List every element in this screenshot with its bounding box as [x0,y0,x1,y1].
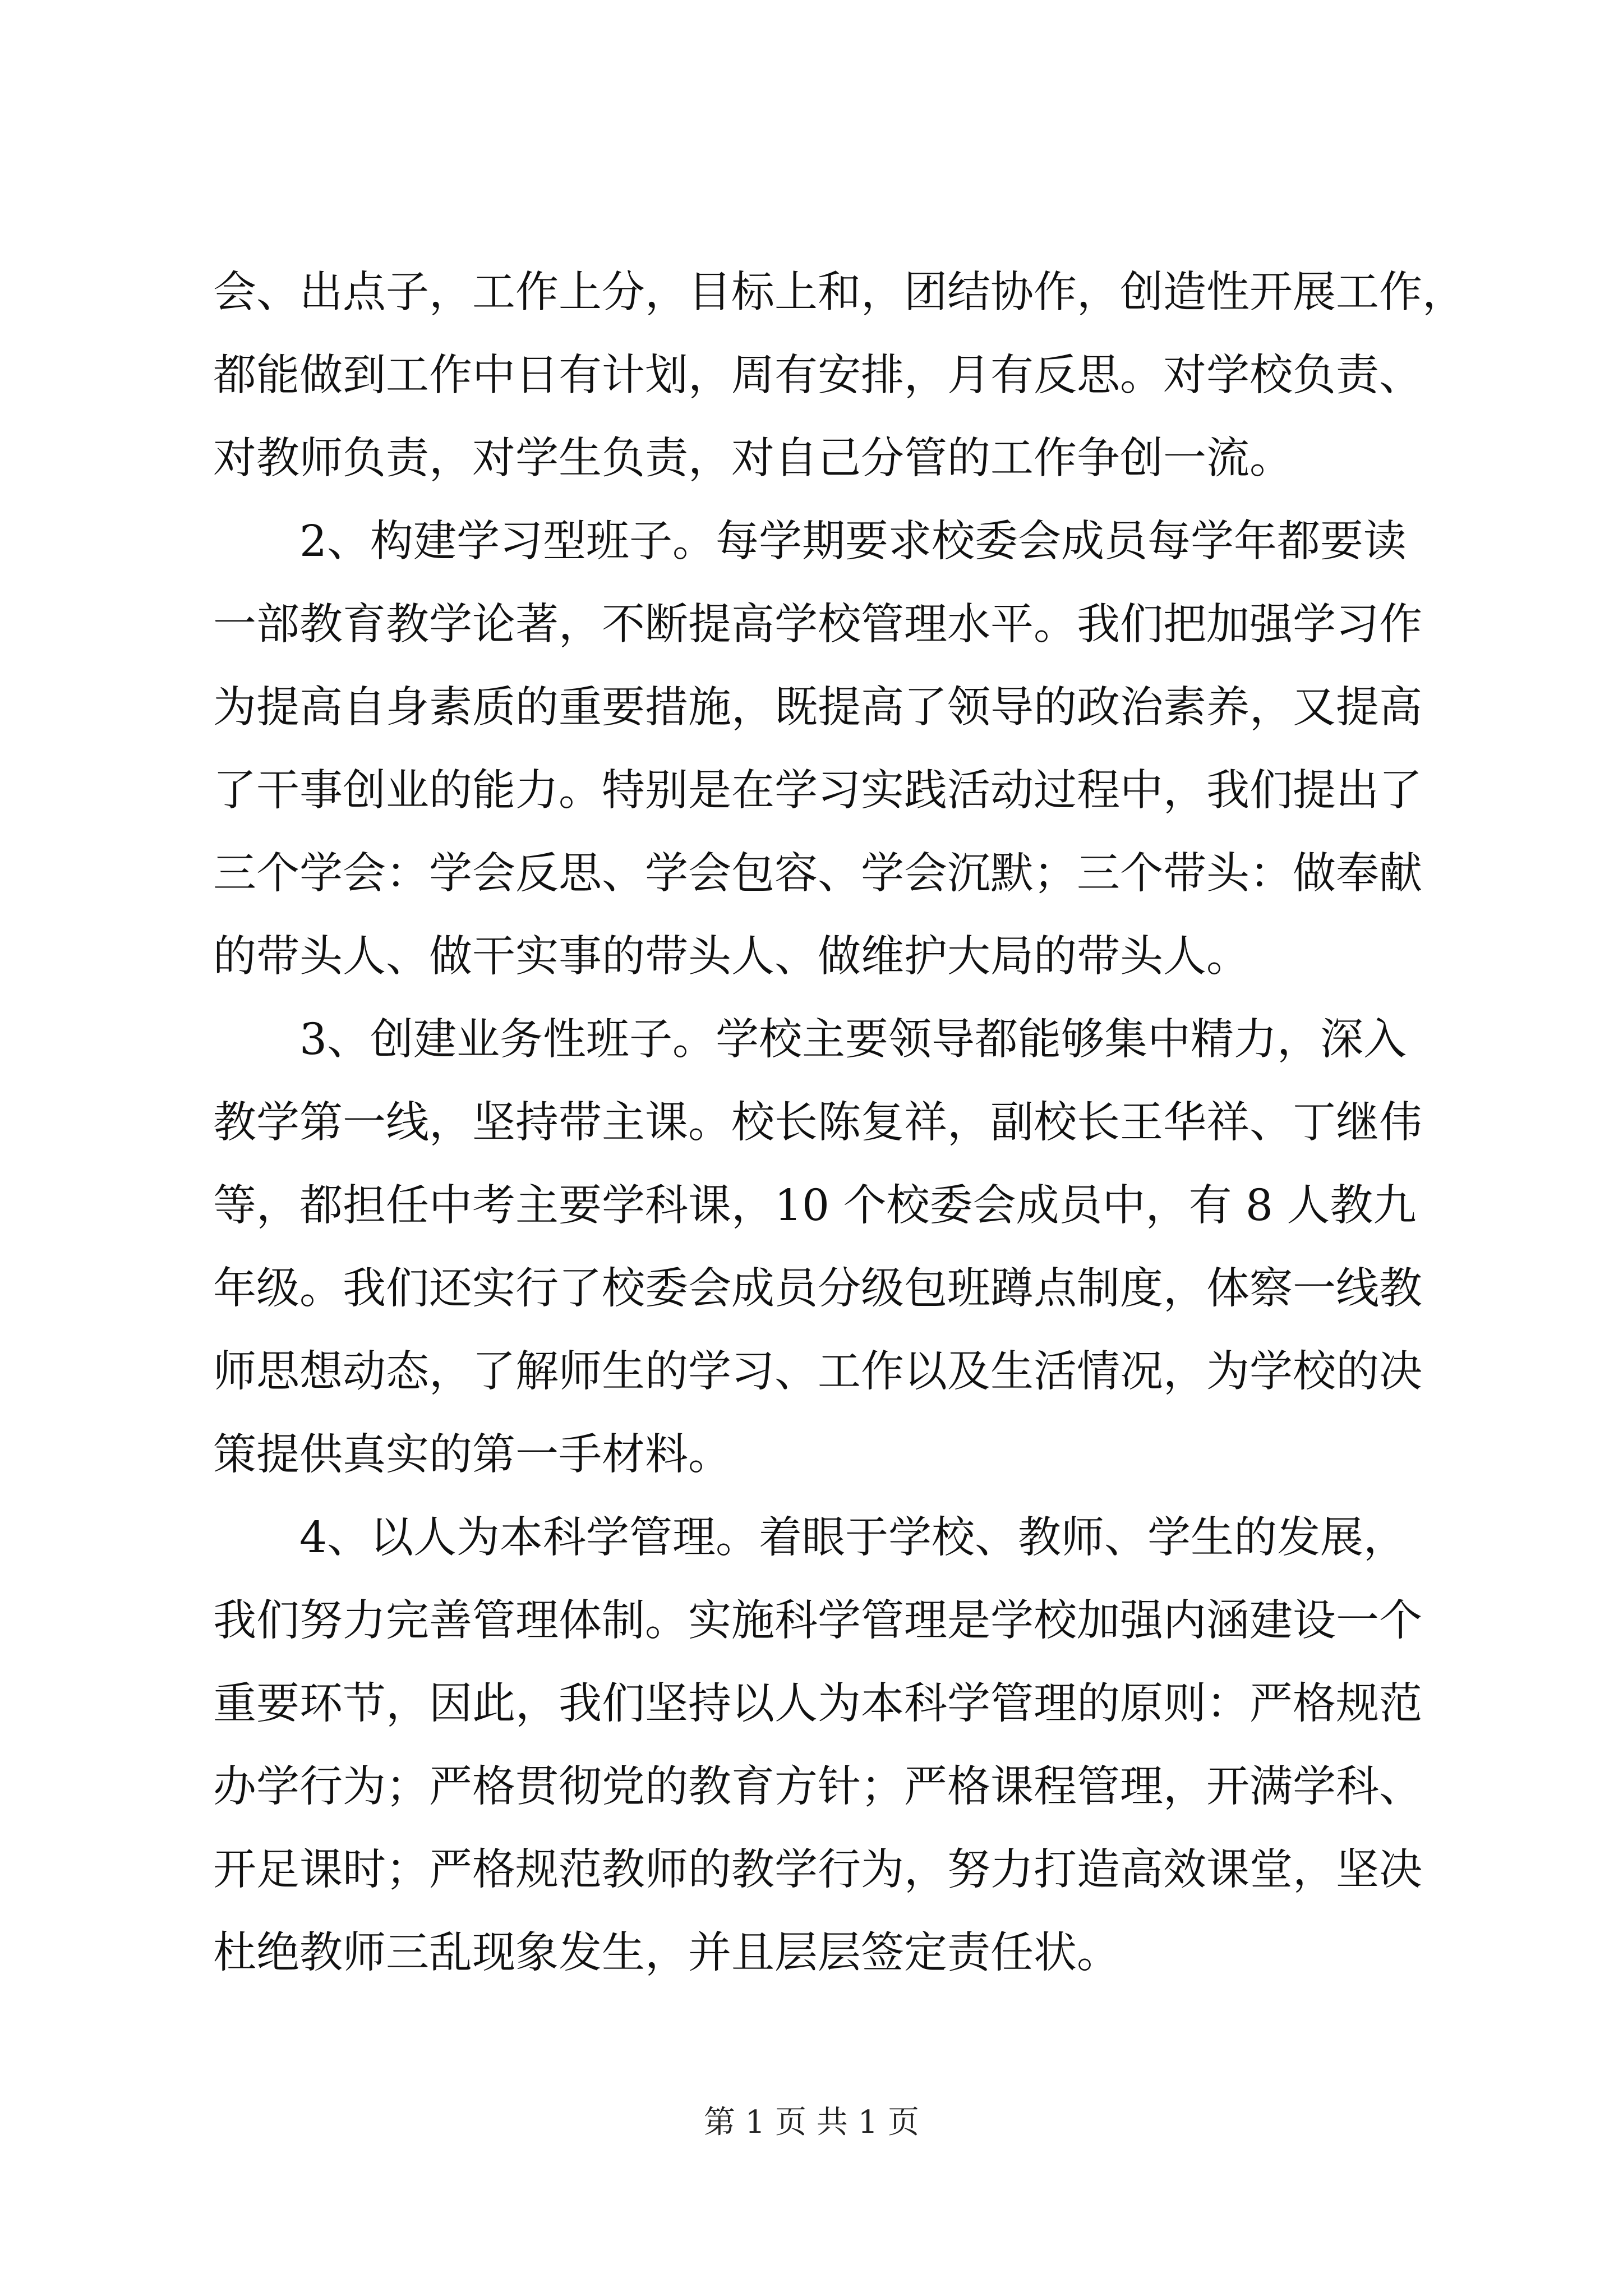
text-line: 3、创建业务性班子。学校主要领导都能够集中精力，深入 [299,1015,1407,1065]
text-line: 2、构建学习型班子。每学期要求校委会成员每学年都要读 [299,517,1407,567]
text-line: 重要环节，因此，我们坚持以人为本科学管理的原则：严格规范 [213,1679,1422,1729]
text-line: 开足课时；严格规范教师的教学行为，努力打造高效课堂，坚决 [213,1845,1422,1895]
paragraph [213,1497,1424,1995]
text-line: 办学行为；严格贯彻党的教育方针；严格课程管理，开满学科、 [213,1762,1422,1812]
text-line: 会、出点子，工作上分，目标上和，团结协作，创造性开展工作， [213,268,1465,318]
text-line: 为提高自身素质的重要措施，既提高了领导的政治素养，又提高 [213,683,1422,733]
text-line: 教学第一线，坚持带主课。校长陈复祥，副校长王华祥、丁继伟 [213,1098,1422,1148]
paragraph [213,500,1424,999]
text-line: 的带头人、做干实事的带头人、做维护大局的带头人。 [213,932,1249,982]
text-line: 三个学会：学会反思、学会包容、学会沉默；三个带头：做奉献 [213,849,1422,899]
text-line: 等，都担任中考主要学科课，10 个校委会成员中，有 8 人教九 [213,1181,1417,1231]
paragraph [213,999,1424,1497]
text-line: 都能做到工作中日有计划，周有安排，月有反思。对学校负责、 [213,351,1422,401]
text-line: 杜绝教师三乱现象发生，并且层层签定责任状。 [213,1928,1120,1978]
text-line: 我们努力完善管理体制。实施科学管理是学校加强内涵建设一个 [213,1596,1422,1646]
text-line: 4、以人为本科学管理。着眼于学校、教师、学生的发展， [299,1513,1407,1563]
text-line: 年级。我们还实行了校委会成员分级包班蹲点制度，体察一线教 [213,1264,1422,1314]
page-footer: 第 1 页 共 1 页 [703,2104,920,2141]
text-line: 师思想动态，了解师生的学习、工作以及生活情况，为学校的决 [213,1347,1422,1397]
text-line: 对教师负责，对学生负责，对自己分管的工作争创一流。 [213,434,1293,484]
text-line: 策提供真实的第一手材料。 [213,1430,731,1480]
paragraph [213,251,1465,500]
text-line: 一部教育教学论著，不断提高学校管理水平。我们把加强学习作 [213,600,1422,650]
text-line: 了干事创业的能力。特别是在学习实践活动过程中，我们提出了 [213,766,1422,816]
document-body [213,251,1465,1995]
